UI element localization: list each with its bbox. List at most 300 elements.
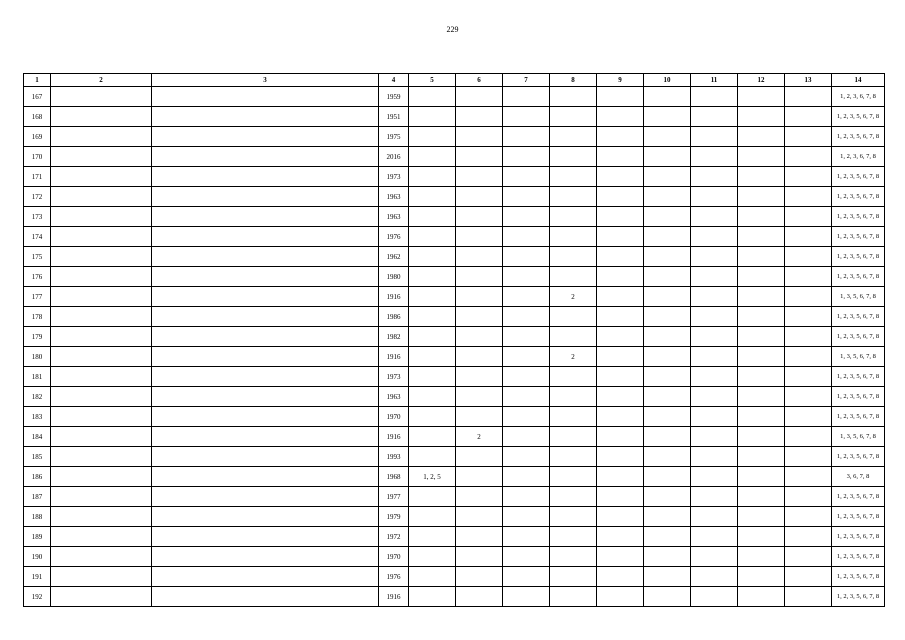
col11-cell — [691, 127, 738, 147]
col13-cell — [785, 507, 832, 527]
district-cell — [51, 447, 152, 467]
data-table — [23, 73, 885, 607]
col10-cell — [644, 87, 691, 107]
year-cell: 1970 — [379, 407, 409, 427]
col14-cell: 1, 2, 3, 5, 6, 7, 8 — [832, 487, 885, 507]
col10-cell — [644, 487, 691, 507]
col8-cell — [550, 247, 597, 267]
row-number: 189 — [24, 527, 51, 547]
column-header-7: 7 — [503, 74, 550, 87]
district-cell — [51, 227, 152, 247]
col8-cell — [550, 507, 597, 527]
col14-cell: 1, 2, 3, 5, 6, 7, 8 — [832, 247, 885, 267]
table-row — [24, 307, 885, 327]
col6-cell — [456, 247, 503, 267]
column-header-10: 10 — [644, 74, 691, 87]
col9-cell — [597, 247, 644, 267]
col11-cell — [691, 567, 738, 587]
year-cell: 1993 — [379, 447, 409, 467]
column-header-5: 5 — [409, 74, 456, 87]
col9-cell — [597, 87, 644, 107]
col13-cell — [785, 567, 832, 587]
year-cell: 1986 — [379, 307, 409, 327]
address-cell — [152, 247, 379, 267]
col7-cell — [503, 347, 550, 367]
col13-cell — [785, 247, 832, 267]
col11-cell — [691, 547, 738, 567]
col13-cell — [785, 107, 832, 127]
col7-cell — [503, 227, 550, 247]
col14-cell: 1, 2, 3, 5, 6, 7, 8 — [832, 307, 885, 327]
col8-cell — [550, 427, 597, 447]
col8-cell — [550, 567, 597, 587]
col14-cell: 1, 3, 5, 6, 7, 8 — [832, 347, 885, 367]
col13-cell — [785, 187, 832, 207]
col13-cell — [785, 387, 832, 407]
table-row — [24, 427, 885, 447]
table-row — [24, 147, 885, 167]
col8-cell — [550, 387, 597, 407]
col7-cell — [503, 527, 550, 547]
col7-cell — [503, 427, 550, 447]
col14-cell: 1, 2, 3, 5, 6, 7, 8 — [832, 547, 885, 567]
year-cell: 1975 — [379, 127, 409, 147]
col12-cell — [738, 207, 785, 227]
col12-cell — [738, 247, 785, 267]
address-cell — [152, 107, 379, 127]
col9-cell — [597, 307, 644, 327]
column-header-14: 14 — [832, 74, 885, 87]
col14-cell: 1, 2, 3, 5, 6, 7, 8 — [832, 387, 885, 407]
year-cell: 2016 — [379, 147, 409, 167]
address-cell — [152, 147, 379, 167]
col10-cell — [644, 527, 691, 547]
col14-cell: 1, 2, 3, 5, 6, 7, 8 — [832, 107, 885, 127]
district-cell — [51, 247, 152, 267]
col6-cell — [456, 487, 503, 507]
address-cell — [152, 407, 379, 427]
col9-cell — [597, 107, 644, 127]
col5-cell — [409, 427, 456, 447]
row-number: 187 — [24, 487, 51, 507]
col13-cell — [785, 227, 832, 247]
year-cell: 1973 — [379, 167, 409, 187]
col5-cell — [409, 247, 456, 267]
col14-cell: 1, 2, 3, 5, 6, 7, 8 — [832, 587, 885, 607]
row-number: 180 — [24, 347, 51, 367]
col10-cell — [644, 367, 691, 387]
col13-cell — [785, 367, 832, 387]
col11-cell — [691, 167, 738, 187]
col14-cell: 1, 2, 3, 5, 6, 7, 8 — [832, 127, 885, 147]
col6-cell — [456, 147, 503, 167]
address-cell — [152, 467, 379, 487]
col14-cell: 1, 2, 3, 5, 6, 7, 8 — [832, 367, 885, 387]
header-row — [24, 74, 885, 87]
table-body — [24, 87, 885, 607]
col14-cell: 1, 2, 3, 5, 6, 7, 8 — [832, 227, 885, 247]
col7-cell — [503, 547, 550, 567]
col5-cell — [409, 207, 456, 227]
col14-cell: 1, 2, 3, 6, 7, 8 — [832, 147, 885, 167]
col12-cell — [738, 507, 785, 527]
year-cell: 1970 — [379, 547, 409, 567]
col12-cell — [738, 107, 785, 127]
district-cell — [51, 547, 152, 567]
col14-cell: 1, 2, 3, 5, 6, 7, 8 — [832, 267, 885, 287]
row-number: 186 — [24, 467, 51, 487]
col7-cell — [503, 467, 550, 487]
year-cell: 1963 — [379, 187, 409, 207]
col10-cell — [644, 127, 691, 147]
col8-cell — [550, 487, 597, 507]
col5-cell — [409, 287, 456, 307]
row-number: 172 — [24, 187, 51, 207]
data-table-container — [23, 73, 884, 607]
address-cell — [152, 367, 379, 387]
col5-cell: 1, 2, 5 — [409, 467, 456, 487]
col7-cell — [503, 267, 550, 287]
col6-cell — [456, 507, 503, 527]
table-row — [24, 407, 885, 427]
col8-cell — [550, 407, 597, 427]
col10-cell — [644, 567, 691, 587]
table-row — [24, 287, 885, 307]
col8-cell — [550, 207, 597, 227]
col12-cell — [738, 87, 785, 107]
col13-cell — [785, 167, 832, 187]
col9-cell — [597, 127, 644, 147]
district-cell — [51, 527, 152, 547]
row-number: 174 — [24, 227, 51, 247]
col12-cell — [738, 367, 785, 387]
col13-cell — [785, 147, 832, 167]
col12-cell — [738, 407, 785, 427]
row-number: 175 — [24, 247, 51, 267]
col10-cell — [644, 507, 691, 527]
row-number: 171 — [24, 167, 51, 187]
row-number: 182 — [24, 387, 51, 407]
col12-cell — [738, 347, 785, 367]
col9-cell — [597, 587, 644, 607]
col11-cell — [691, 227, 738, 247]
address-cell — [152, 527, 379, 547]
address-cell — [152, 287, 379, 307]
table-row — [24, 327, 885, 347]
table-row — [24, 227, 885, 247]
address-cell — [152, 507, 379, 527]
col5-cell — [409, 147, 456, 167]
table-row — [24, 547, 885, 567]
col5-cell — [409, 227, 456, 247]
col7-cell — [503, 247, 550, 267]
col7-cell — [503, 387, 550, 407]
col6-cell — [456, 547, 503, 567]
table-row — [24, 527, 885, 547]
column-header-6: 6 — [456, 74, 503, 87]
column-header-2: 2 — [51, 74, 152, 87]
col10-cell — [644, 207, 691, 227]
col10-cell — [644, 427, 691, 447]
col8-cell — [550, 267, 597, 287]
table-row — [24, 127, 885, 147]
col12-cell — [738, 327, 785, 347]
row-number: 179 — [24, 327, 51, 347]
col9-cell — [597, 207, 644, 227]
col10-cell — [644, 547, 691, 567]
row-number: 169 — [24, 127, 51, 147]
col13-cell — [785, 527, 832, 547]
year-cell: 1963 — [379, 387, 409, 407]
col12-cell — [738, 467, 785, 487]
col12-cell — [738, 307, 785, 327]
district-cell — [51, 267, 152, 287]
col6-cell — [456, 587, 503, 607]
col12-cell — [738, 527, 785, 547]
table-row — [24, 567, 885, 587]
year-cell: 1972 — [379, 527, 409, 547]
col6-cell — [456, 447, 503, 467]
col12-cell — [738, 487, 785, 507]
year-cell: 1916 — [379, 287, 409, 307]
col9-cell — [597, 287, 644, 307]
address-cell — [152, 167, 379, 187]
col14-cell: 1, 2, 3, 5, 6, 7, 8 — [832, 507, 885, 527]
col7-cell — [503, 407, 550, 427]
col9-cell — [597, 267, 644, 287]
col7-cell — [503, 307, 550, 327]
col9-cell — [597, 487, 644, 507]
table-header — [24, 74, 885, 87]
col9-cell — [597, 447, 644, 467]
col8-cell — [550, 147, 597, 167]
column-header-8: 8 — [550, 74, 597, 87]
col8-cell — [550, 307, 597, 327]
col10-cell — [644, 147, 691, 167]
col7-cell — [503, 147, 550, 167]
col13-cell — [785, 327, 832, 347]
col12-cell — [738, 547, 785, 567]
col9-cell — [597, 387, 644, 407]
col12-cell — [738, 427, 785, 447]
col9-cell — [597, 467, 644, 487]
col6-cell — [456, 307, 503, 327]
table-row — [24, 167, 885, 187]
district-cell — [51, 407, 152, 427]
table-row — [24, 487, 885, 507]
col12-cell — [738, 267, 785, 287]
col10-cell — [644, 347, 691, 367]
col5-cell — [409, 587, 456, 607]
col8-cell: 2 — [550, 347, 597, 367]
col10-cell — [644, 307, 691, 327]
col5-cell — [409, 127, 456, 147]
col11-cell — [691, 487, 738, 507]
col11-cell — [691, 587, 738, 607]
col7-cell — [503, 487, 550, 507]
col5-cell — [409, 367, 456, 387]
col13-cell — [785, 407, 832, 427]
col11-cell — [691, 347, 738, 367]
col11-cell — [691, 527, 738, 547]
table-row — [24, 107, 885, 127]
district-cell — [51, 87, 152, 107]
col10-cell — [644, 407, 691, 427]
col9-cell — [597, 567, 644, 587]
col12-cell — [738, 587, 785, 607]
col6-cell — [456, 387, 503, 407]
col11-cell — [691, 87, 738, 107]
district-cell — [51, 467, 152, 487]
table-row — [24, 507, 885, 527]
address-cell — [152, 267, 379, 287]
district-cell — [51, 427, 152, 447]
row-number: 167 — [24, 87, 51, 107]
col13-cell — [785, 87, 832, 107]
col10-cell — [644, 447, 691, 467]
col5-cell — [409, 327, 456, 347]
col14-cell: 1, 2, 3, 5, 6, 7, 8 — [832, 207, 885, 227]
col8-cell — [550, 127, 597, 147]
year-cell: 1982 — [379, 327, 409, 347]
col9-cell — [597, 147, 644, 167]
col7-cell — [503, 287, 550, 307]
table-row — [24, 207, 885, 227]
address-cell — [152, 427, 379, 447]
address-cell — [152, 587, 379, 607]
district-cell — [51, 487, 152, 507]
col10-cell — [644, 227, 691, 247]
row-number: 168 — [24, 107, 51, 127]
col14-cell: 1, 3, 5, 6, 7, 8 — [832, 427, 885, 447]
column-header-1: 1 — [24, 74, 51, 87]
table-row — [24, 467, 885, 487]
address-cell — [152, 347, 379, 367]
col11-cell — [691, 287, 738, 307]
col11-cell — [691, 267, 738, 287]
col5-cell — [409, 487, 456, 507]
col10-cell — [644, 167, 691, 187]
col10-cell — [644, 587, 691, 607]
column-header-9: 9 — [597, 74, 644, 87]
col9-cell — [597, 407, 644, 427]
col12-cell — [738, 167, 785, 187]
col7-cell — [503, 447, 550, 467]
row-number: 183 — [24, 407, 51, 427]
address-cell — [152, 207, 379, 227]
year-cell: 1916 — [379, 427, 409, 447]
district-cell — [51, 287, 152, 307]
year-cell: 1976 — [379, 227, 409, 247]
col13-cell — [785, 207, 832, 227]
col12-cell — [738, 567, 785, 587]
row-number: 178 — [24, 307, 51, 327]
col5-cell — [409, 387, 456, 407]
year-cell: 1962 — [379, 247, 409, 267]
column-header-12: 12 — [738, 74, 785, 87]
col9-cell — [597, 347, 644, 367]
col12-cell — [738, 447, 785, 467]
col5-cell — [409, 307, 456, 327]
col6-cell — [456, 367, 503, 387]
col6-cell — [456, 347, 503, 367]
col14-cell: 1, 2, 3, 5, 6, 7, 8 — [832, 527, 885, 547]
address-cell — [152, 307, 379, 327]
col5-cell — [409, 407, 456, 427]
col6-cell — [456, 527, 503, 547]
col12-cell — [738, 387, 785, 407]
col13-cell — [785, 267, 832, 287]
table-row — [24, 387, 885, 407]
col11-cell — [691, 207, 738, 227]
table-row — [24, 267, 885, 287]
district-cell — [51, 327, 152, 347]
district-cell — [51, 167, 152, 187]
col10-cell — [644, 387, 691, 407]
col11-cell — [691, 447, 738, 467]
col13-cell — [785, 587, 832, 607]
address-cell — [152, 547, 379, 567]
year-cell: 1916 — [379, 347, 409, 367]
district-cell — [51, 567, 152, 587]
district-cell — [51, 587, 152, 607]
col7-cell — [503, 107, 550, 127]
col6-cell — [456, 267, 503, 287]
col14-cell: 1, 2, 3, 5, 6, 7, 8 — [832, 167, 885, 187]
col6-cell — [456, 107, 503, 127]
col6-cell — [456, 167, 503, 187]
col7-cell — [503, 587, 550, 607]
row-number: 170 — [24, 147, 51, 167]
row-number: 192 — [24, 587, 51, 607]
district-cell — [51, 367, 152, 387]
col6-cell — [456, 327, 503, 347]
col10-cell — [644, 327, 691, 347]
col8-cell — [550, 547, 597, 567]
col13-cell — [785, 467, 832, 487]
col5-cell — [409, 107, 456, 127]
col14-cell: 1, 2, 3, 5, 6, 7, 8 — [832, 327, 885, 347]
col8-cell — [550, 467, 597, 487]
col7-cell — [503, 507, 550, 527]
column-header-3: 3 — [152, 74, 379, 87]
col13-cell — [785, 547, 832, 567]
col11-cell — [691, 387, 738, 407]
address-cell — [152, 127, 379, 147]
col14-cell: 1, 2, 3, 6, 7, 8 — [832, 87, 885, 107]
col9-cell — [597, 167, 644, 187]
col5-cell — [409, 567, 456, 587]
col14-cell: 1, 2, 3, 5, 6, 7, 8 — [832, 447, 885, 467]
col14-cell: 3, 6, 7, 8 — [832, 467, 885, 487]
district-cell — [51, 507, 152, 527]
col13-cell — [785, 347, 832, 367]
year-cell: 1916 — [379, 587, 409, 607]
col7-cell — [503, 167, 550, 187]
year-cell: 1980 — [379, 267, 409, 287]
year-cell: 1963 — [379, 207, 409, 227]
district-cell — [51, 127, 152, 147]
col8-cell — [550, 167, 597, 187]
col11-cell — [691, 187, 738, 207]
address-cell — [152, 87, 379, 107]
col5-cell — [409, 527, 456, 547]
address-cell — [152, 187, 379, 207]
address-cell — [152, 447, 379, 467]
address-cell — [152, 387, 379, 407]
col11-cell — [691, 407, 738, 427]
col13-cell — [785, 307, 832, 327]
